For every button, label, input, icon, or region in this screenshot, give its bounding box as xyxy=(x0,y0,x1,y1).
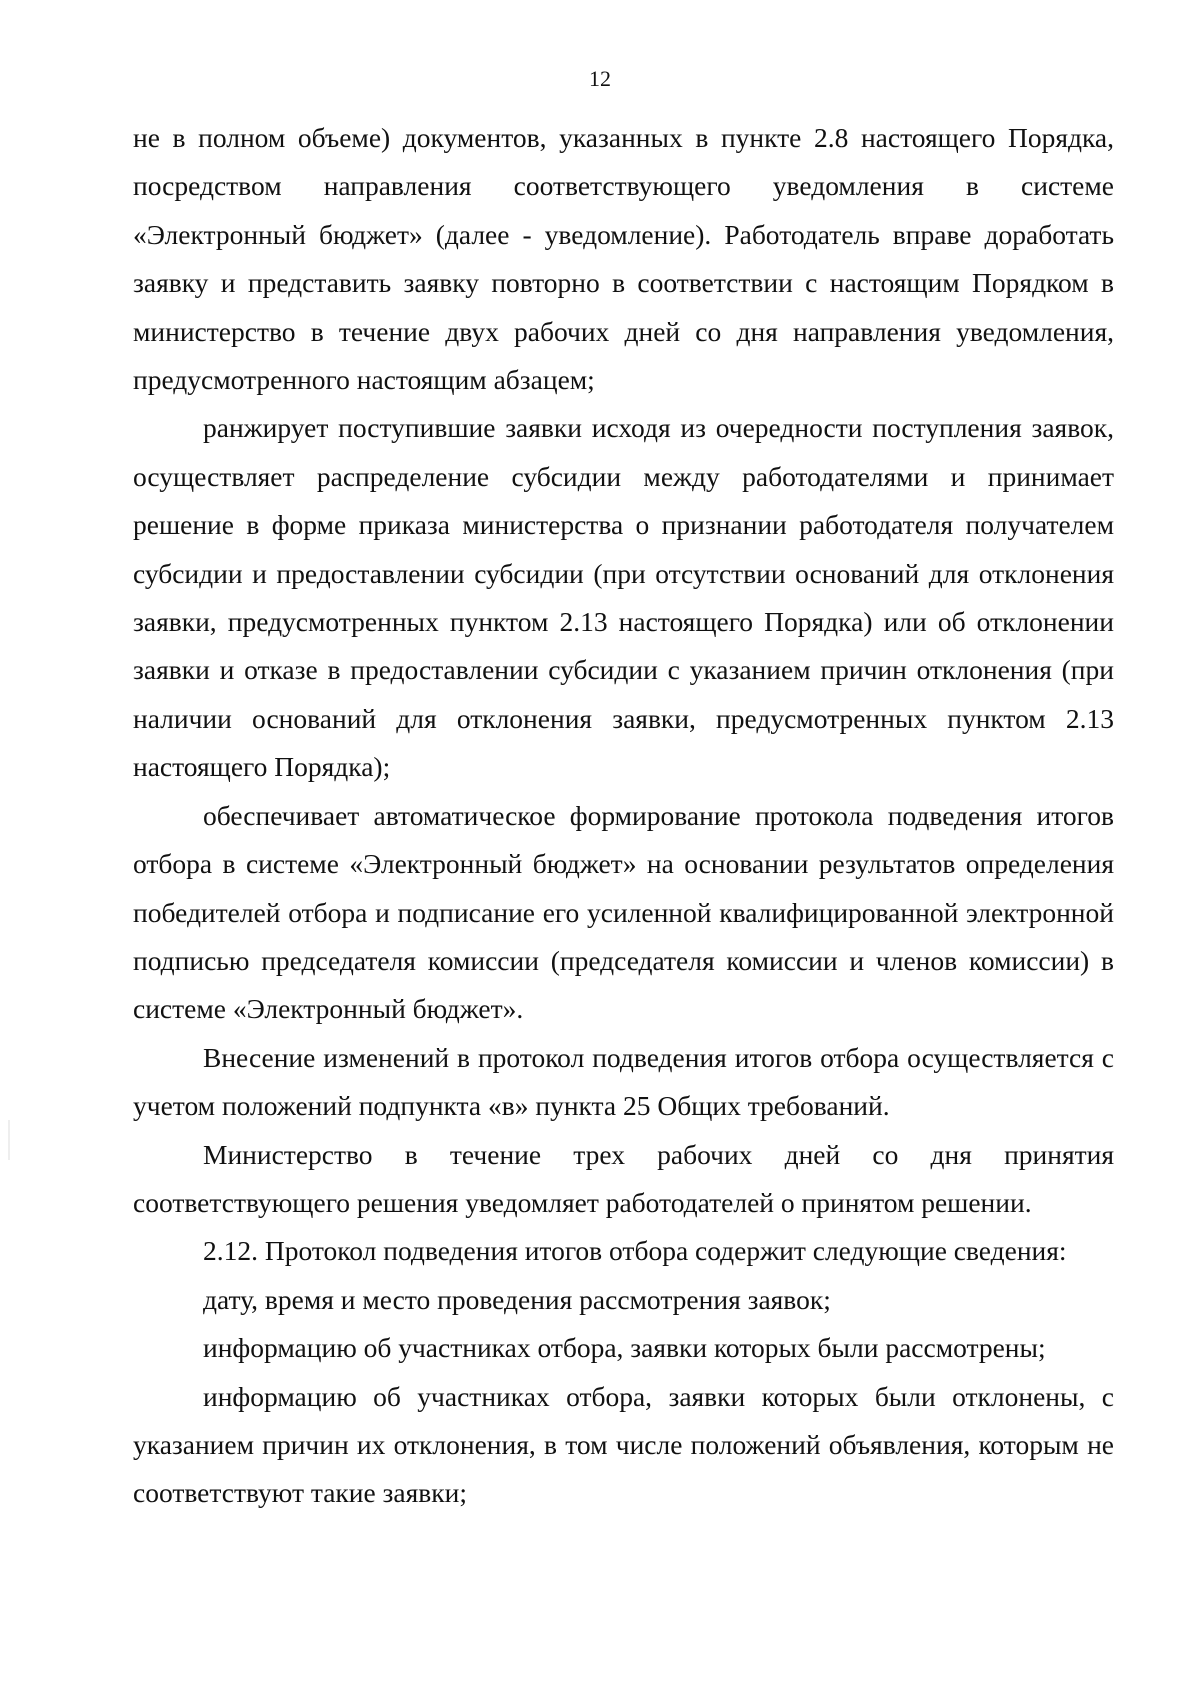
paragraph-rejected-participants: информацию об участниках отбора, заявки которых были отклонены, с указанием причин их отклонения, в том числе положений объявления, которым не соответствуют такие заявки; xyxy=(133,1380,1114,1509)
paragraph-section-2-12: 2.12. Протокол подведения итогов отбора содержит следующие сведения: xyxy=(203,1235,1067,1267)
document-body xyxy=(133,114,1114,1518)
paragraph-date-time-place: дату, время и место проведения рассмотрения заявок; xyxy=(203,1283,831,1315)
paragraph-protocol-amendment: Внесение изменений в протокол подведения итогов отбора осуществляется с учетом положений подпункта «в» пункта 25 Общих требований. xyxy=(133,1041,1114,1122)
paragraph-employer-notification: Министерство в течение трех рабочих дней со дня принятия соответствующего решения уведомляет работодателей о принятом решении. xyxy=(133,1138,1114,1218)
scan-margin-mark xyxy=(8,1120,10,1160)
paragraph-reviewed-participants: информацию об участниках отбора, заявки которых были рассмотрены; xyxy=(203,1332,1046,1364)
paragraph-ranking-decision: ранжирует поступившие заявки исходя из очередности поступления заявок, осуществляет распределение субсидии между работодателями и принимает решение в форме приказа министерства о признании работодателя получателем субсидии и предоставлении субсидии (при отсутствии оснований для отклонения заявки, предусмотренных пунктом 2.13 настоящего Порядка) или об отклонении заявки и отказе в предоставлении субсидии с указанием причин отклонения (при наличии оснований для отклонения заявки, предусмотренных пунктом 2.13 настоящего Порядка); xyxy=(133,412,1114,783)
page-number: 12 xyxy=(589,66,611,91)
paragraph-protocol-formation: обеспечивает автоматическое формирование протокола подведения итогов отбора в системе «Электронный бюджет» на основании результатов определения победителей отбора и подписание его усиленной квалифицированной электронной подписью председателя комиссии (председателя комиссии и членов комиссии) в системе «Электронный бюджет». xyxy=(133,799,1114,1025)
paragraph-notification-continuation: не в полном объеме) документов, указанных в пункте 2.8 настоящего Порядка, посредством направления соответствующего уведомления в системе «Электронный бюджет» (далее - уведомление). Работодатель вправе доработать заявку и представить заявку повторно в соответствии с настоящим Порядком в министерство в течение двух рабочих дней со дня направления уведомления, предусмотренного настоящим абзацем; xyxy=(133,122,1114,396)
